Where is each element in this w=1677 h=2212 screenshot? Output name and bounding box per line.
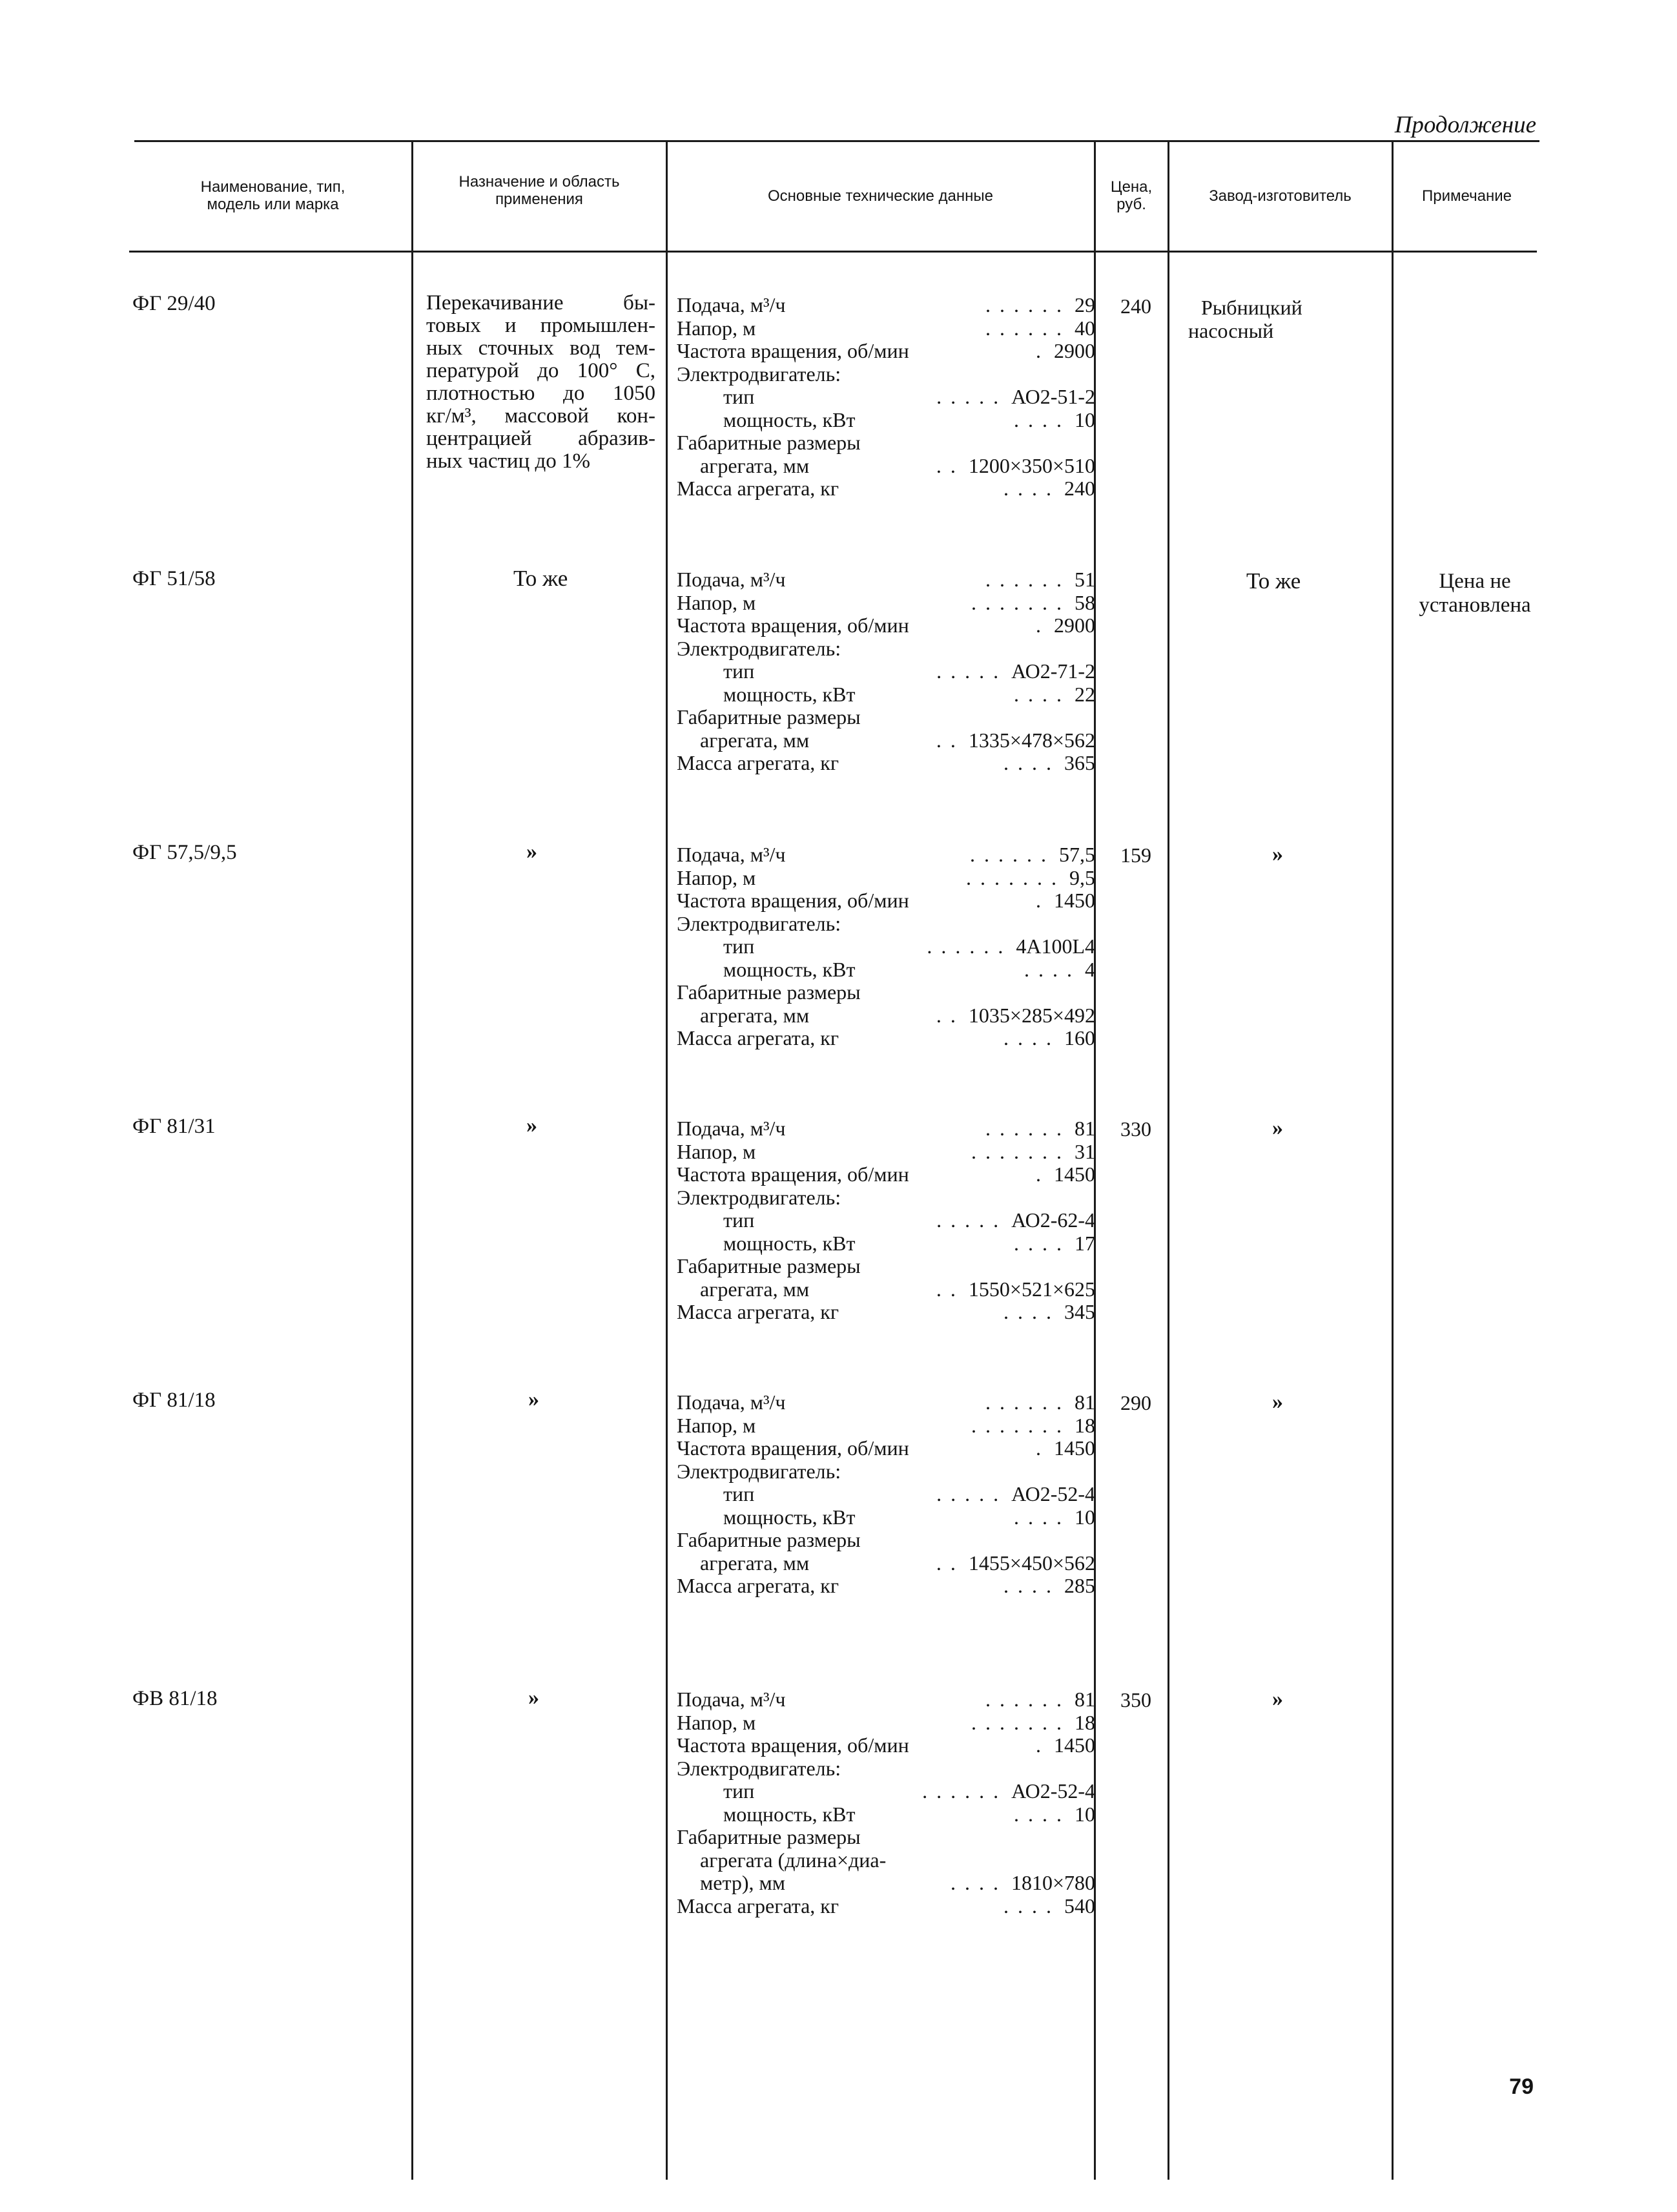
row-plant: Рыбницкий насосный (1188, 296, 1302, 342)
row-purpose: » (528, 1387, 539, 1411)
row-specs: Подача, м³/ч ...... 51 Напор, м ....... 58 Частота вращения, об/мин . 2900 Электродвигатель: тип ..... АО2-71-2 мощность, кВт .... 22 Габаритные размеры агрегата, мм .. 1335×478×562 Масса агрегата, кг .... 365 (677, 568, 1095, 774)
row-name: ФГ 29/40 (132, 292, 216, 315)
row-name: ФВ 81/18 (132, 1687, 218, 1710)
row-note: Цена не установлена (1419, 570, 1531, 617)
row-name: ФГ 81/18 (132, 1389, 216, 1412)
row-specs: Подача, м³/ч ...... 81 Напор, м ....... 18 Частота вращения, об/мин . 1450 Электродвигатель: тип ...... АО2-52-4 мощность, кВт .... 10 Габаритные размеры агрегата (длина×диа- метр), мм .... 1810×780 Масса агрегата, кг .... 540 (677, 1688, 1095, 1917)
header-bottom-rule (129, 251, 1537, 253)
continued-label: Продолжение (1394, 112, 1536, 138)
row-plant: » (1272, 1390, 1283, 1414)
row-price: 159 (1120, 843, 1151, 867)
row-specs: Подача, м³/ч ...... 81 Напор, м ....... 31 Частота вращения, об/мин . 1450 Электродвигатель: тип ..... АО2-62-4 мощность, кВт .... 17 Габаритные размеры агрегата, мм .. 1550×521×625 Масса агрегата, кг .... 345 (677, 1117, 1095, 1323)
row-plant: » (1272, 1687, 1283, 1711)
row-name: ФГ 81/31 (132, 1115, 216, 1138)
row-purpose: » (528, 1686, 539, 1710)
header-note: Примечание (1422, 187, 1512, 205)
col-divider-1 (411, 141, 413, 2180)
row-name: ФГ 51/58 (132, 567, 216, 590)
row-purpose: » (526, 840, 537, 863)
row-name: ФГ 57,5/9,5 (132, 841, 237, 864)
row-purpose: То же (513, 566, 568, 591)
row-price: 240 (1120, 295, 1151, 318)
header-price: Цена, руб. (1110, 178, 1153, 213)
row-price: 330 (1120, 1117, 1151, 1141)
row-purpose: Перекачивание бы- товых и промышлен- ных сточных вод тем- пературой до 100° С, плотностью до 1050 кг/м³, массовой кон- центрацией абразив- ных частиц до 1% (426, 291, 655, 473)
header-plant: Завод-изготовитель (1209, 187, 1352, 205)
col-divider-2 (666, 141, 668, 2180)
row-plant: » (1272, 1116, 1283, 1140)
row-specs: Подача, м³/ч ...... 29 Напор, м ...... 40 Частота вращения, об/мин . 2900 Электродвигатель: тип ..... АО2-51-2 мощность, кВт .... 10 Габаритные размеры агрегата, мм .. 1200×350×510 Масса агрегата, кг .... 240 (677, 293, 1095, 500)
header-name: Наименование, тип, модель или марка (200, 178, 345, 213)
row-plant: » (1272, 842, 1283, 866)
col-divider-5 (1392, 141, 1394, 2180)
row-plant: То же (1246, 568, 1301, 594)
col-divider-4 (1168, 141, 1169, 2180)
page-number: 79 (1509, 2074, 1534, 2099)
header-specs: Основные технические данные (768, 187, 993, 205)
header-purpose: Назначение и область применения (458, 173, 620, 208)
row-price: 290 (1120, 1391, 1151, 1414)
row-specs: Подача, м³/ч ...... 81 Напор, м ....... 18 Частота вращения, об/мин . 1450 Электродвигатель: тип ..... АО2-52-4 мощность, кВт .... 10 Габаритные размеры агрегата, мм .. 1455×450×562 Масса агрегата, кг .... 285 (677, 1390, 1095, 1597)
row-purpose: » (526, 1113, 537, 1137)
row-price: 350 (1120, 1688, 1151, 1711)
row-specs: Подача, м³/ч ...... 57,5 Напор, м ....... 9,5 Частота вращения, об/мин . 1450 Электродвигатель: тип ...... 4А100L4 мощность, кВт .... 4 Габаритные размеры агрегата, мм .. 1035×285×492 Масса агрегата, кг .... 160 (677, 843, 1095, 1049)
